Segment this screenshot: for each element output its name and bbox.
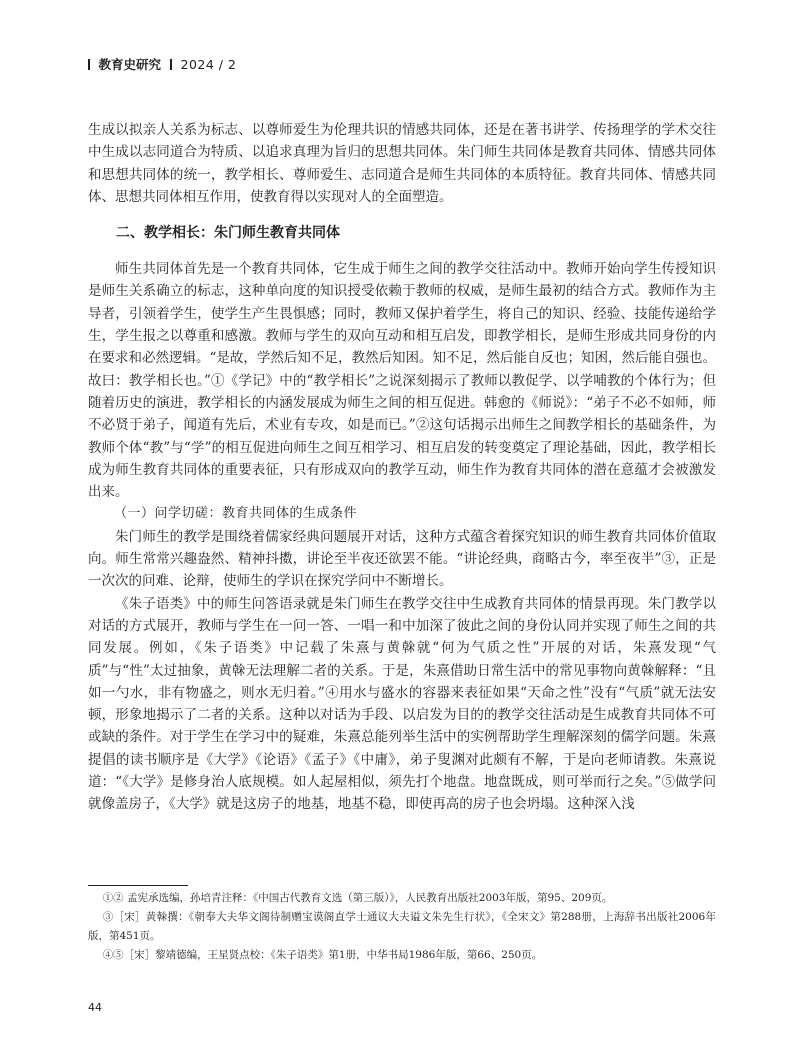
- journal-title: 教育史研究: [98, 57, 162, 72]
- footnotes: [88, 885, 716, 965]
- header-bar-left: [88, 59, 90, 70]
- subsection-heading: （一）问学切磋：教育共同体的生成条件: [114, 506, 358, 522]
- header-bar-right: [170, 59, 172, 70]
- section-heading: 二、教学相长：朱门师生教育共同体: [116, 225, 340, 242]
- page-number: 44: [88, 1001, 102, 1014]
- paragraph-teaching: 师生共同体首先是一个教育共同体，它生成于师生之间的教学交往活动中。教师开始向学生传授知识是师生关系确立的标志，这种单向度的知识授受依赖于教师的权威，是师生最初的结合方式。教师作为主导者，引领着学生，使学生产生畏惧感；同时，教师又保护着学生，将自己的知识、经验、技能传递给学生，学生报之以尊重和感激。教师与学生的双向互动和相互启发，即教学相长，是师生形成共同身份的内在要求和必然逻辑。“是故，学然后知不足，教然后知困。知不足，然后能自反也；知困，然后能自强也。故曰：教学相长也。”①《学记》中的“教学相长”之说深刻揭示了教师以教促学、以学哺教的个体行为；但随着历史的演进，教学相长的内涵发展成为师生之间的相互促进。韩愈的《师说》：“弟子不必不如师，师不必贤于弟子，闻道有先后，术业有专攻，如是而已。”②这句话揭示出师生之间教学相长的基础条件，为教师个体“教”与“学”的相互促进向师生之间互相学习、相互启发的转变奠定了理论基础，因此，教学相长成为师生教育共同体的重要表征，只有形成双向的教学互动，师生作为教育共同体的潜在意蕴才会被激发出来。: [88, 261, 716, 501]
- issue-number: 2024 / 2: [180, 56, 237, 72]
- paragraph-dialogue: 朱门师生的教学是围绕着儒家经典问题展开对话，这种方式蕴含着探究知识的师生教育共同体价值取向。师生常常兴趣盎然、精神抖擞，讲论至半夜还欲罢不能。“讲论经典，商略古今，率至夜半”③，正是一次次的问难、论辩，使师生的学识在探究学问中不断增长。: [88, 528, 716, 590]
- footnote-2: ③［宋］黄榦撰：《朝奉大夫华文阁待制赠宝谟阁直学士通议大夫谥文朱先生行状》，《全宋文》第288册，上海辞书出版社2006年版，第451页。: [88, 911, 716, 942]
- paragraph-continued: 生成以拟亲人关系为标志、以尊师爱生为伦理共识的情感共同体，还是在著书讲学、传扬理学的学术交往中生成以志同道合为特质、以追求真理为旨归的思想共同体。朱门师生共同体是教育共同体、情感共同体和思想共同体的统一，教学相长、尊师爱生、志同道合是师生共同体的本质特征。教育共同体、情感共同体、思想共同体相互作用，使教育得以实现对人的全面塑造。: [88, 122, 716, 205]
- article-body: [88, 119, 716, 816]
- footnote-1: ①② 孟宪承选编，孙培青注释：《中国古代教育文选（第三版）》，人民教育出版社2003年版，第95、209页。: [102, 892, 613, 904]
- footnote-rule: [88, 885, 188, 886]
- footnote-3: ④⑤［宋］黎靖德编，王星贤点校：《朱子语类》第1册，中华书局1986年版，第66、250页。: [102, 949, 543, 961]
- paragraph-yulei: 《朱子语类》中的师生问答语录就是朱门师生在教学交往中生成教育共同体的情景再现。朱门教学以对话的方式展开，教师与学生在一问一答、一唱一和中加深了彼此之间的身份认同并实现了师生之间的共同发展。例如，《朱子语类》中记载了朱熹与黄榦就“何为气质之性”开展的对话，朱熹发现“气质”与“性”太过抽象，黄榦无法理解二者的关系。于是，朱熹借助日常生活中的常见事物向黄榦解释：“且如一勺水，非有物盛之，则水无归着。”④用水与盛水的容器来表征如果“天命之性”没有“气质”就无法安顿，形象地揭示了二者的关系。这种以对话为手段、以启发为目的的教学交往活动是生成教育共同体不可或缺的条件。对于学生在学习中的疑难，朱熹总能列举生活中的实例帮助学生理解深刻的儒学问题。朱熹提倡的读书顺序是《大学》《论语》《孟子》《中庸》，弟子叟渊对此颇有不解，于是向老师请教。朱熹说道：“《大学》是修身治人底规模。如人起屋相似，须先打个地盘。地盘既成，则可举而行之矣。”⑤做学问就像盖房子，《大学》就是这房子的地基，地基不稳，即使再高的房子也会坍塌。这种深入浅: [88, 595, 716, 813]
- running-header: [88, 55, 236, 73]
